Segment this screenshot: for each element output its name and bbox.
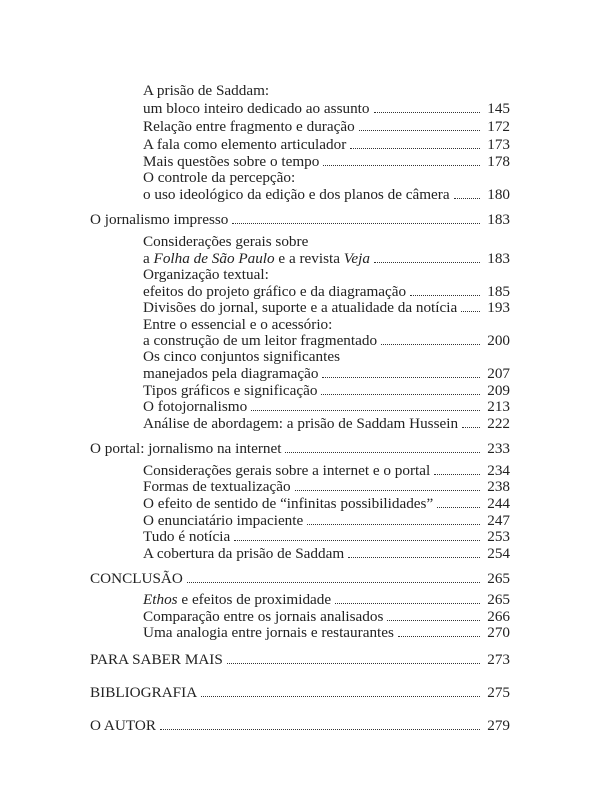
toc-chapter xyxy=(90,440,510,458)
toc-entry-title: Mais questões sobre o tempo xyxy=(143,153,320,170)
toc-entry-page: 200 xyxy=(487,332,510,349)
toc-entry-title: manejados pela diagramação xyxy=(143,365,319,382)
toc-chapter-title: PARA SABER MAIS xyxy=(90,651,223,668)
toc-entry-page: 238 xyxy=(487,478,510,495)
toc-entry xyxy=(143,591,510,609)
toc-entry-page: 279 xyxy=(487,717,510,734)
toc-entry-title: Considerações gerais sobre xyxy=(143,233,309,250)
toc-chapter-title: BIBLIOGRAFIA xyxy=(90,684,198,701)
toc-entry-title: O controle da percepção: xyxy=(143,169,296,186)
toc-entry-title: a construção de um leitor fragmentado xyxy=(143,332,378,349)
toc-entry xyxy=(143,186,510,204)
toc-entry-page: 207 xyxy=(487,365,510,382)
toc-entry-title: Considerações gerais sobre a internet e o portal xyxy=(143,462,431,479)
toc-entry-page: 222 xyxy=(487,415,510,432)
toc-entry-page: 183 xyxy=(487,211,510,228)
toc-entry-page: 193 xyxy=(487,299,510,316)
toc-entry-title: Relação entre fragmento e duração xyxy=(143,118,355,135)
toc-entry-title: Divisões do jornal, suporte e a atualidade da notícia xyxy=(143,299,458,316)
toc-entry-title: A fala como elemento articulador xyxy=(143,136,347,153)
toc-entry xyxy=(143,415,510,433)
toc-entry xyxy=(143,624,510,642)
toc-entry-title: Entre o essencial e o acessório: xyxy=(143,316,333,333)
toc-entry-page: 266 xyxy=(487,608,510,625)
dot-leader xyxy=(335,603,480,604)
toc-entry xyxy=(143,545,510,563)
toc-entry-page: 173 xyxy=(487,136,510,153)
toc-entry-title: Comparação entre os jornais analisados xyxy=(143,608,384,625)
dot-leader xyxy=(348,557,480,558)
toc-chapter xyxy=(90,717,510,735)
dot-leader xyxy=(374,262,480,263)
dot-leader xyxy=(187,582,480,583)
toc-entry xyxy=(143,100,510,118)
toc-entry xyxy=(143,136,510,154)
toc-chapter-title: O jornalismo impresso xyxy=(90,211,229,228)
toc-entry xyxy=(143,299,510,317)
toc-chapter-title: CONCLUSÃO xyxy=(90,570,183,587)
toc-entry-title: Tudo é notícia xyxy=(143,528,231,545)
toc-chapter xyxy=(90,570,510,588)
toc-chapter xyxy=(90,651,510,669)
toc-entry-page: 247 xyxy=(487,512,510,529)
toc-entry xyxy=(143,169,295,187)
toc-entry-title: Tipos gráficos e significação xyxy=(143,382,318,399)
toc-entry-page: 183 xyxy=(487,250,510,267)
toc-entry-title: A cobertura da prisão de Saddam xyxy=(143,545,345,562)
dot-leader xyxy=(461,311,480,312)
dot-leader xyxy=(410,295,480,296)
dot-leader xyxy=(462,427,480,428)
toc-entry-page: 270 xyxy=(487,624,510,641)
toc-chapter-title: O portal: jornalismo na internet xyxy=(90,440,282,457)
toc-entry-title: efeitos do projeto gráfico e da diagramação xyxy=(143,283,407,300)
toc-entry-title: Organização textual: xyxy=(143,266,269,283)
dot-leader xyxy=(307,524,480,525)
toc-entry-title: O efeito de sentido de “infinitas possibilidades” xyxy=(143,495,434,512)
toc-entry-title: O fotojornalismo xyxy=(143,398,248,415)
toc-entry-title: Formas de textualização xyxy=(143,478,291,495)
toc-entry-page: 213 xyxy=(487,398,510,415)
toc-chapter xyxy=(90,684,510,702)
dot-leader xyxy=(232,223,480,224)
toc-entry-page: 233 xyxy=(487,440,510,457)
toc-entry xyxy=(143,348,340,366)
dot-leader xyxy=(374,112,481,113)
toc-entry-title: um bloco inteiro dedicado ao assunto xyxy=(143,100,370,117)
toc-entry xyxy=(143,495,510,513)
toc-entry-page: 265 xyxy=(487,570,510,587)
toc-entry-page: 180 xyxy=(487,186,510,203)
dot-leader xyxy=(322,377,480,378)
dot-leader xyxy=(227,663,480,664)
toc-entry-page: 253 xyxy=(487,528,510,545)
toc-entry xyxy=(143,233,308,251)
dot-leader xyxy=(437,507,480,508)
toc-entry-page: 273 xyxy=(487,651,510,668)
toc-entry-title: Uma analogia entre jornais e restaurantes xyxy=(143,624,394,641)
toc-entry-page: 178 xyxy=(487,153,510,170)
toc-chapter-title: O AUTOR xyxy=(90,717,156,734)
dot-leader xyxy=(350,148,480,149)
toc-entry-page: 145 xyxy=(487,100,510,117)
toc-entry xyxy=(143,365,510,383)
dot-leader xyxy=(454,198,480,199)
toc-entry-page: 265 xyxy=(487,591,510,608)
toc-entry-title: Os cinco conjuntos significantes xyxy=(143,348,340,365)
toc-entry-page: 185 xyxy=(487,283,510,300)
toc-entry-page: 254 xyxy=(487,545,510,562)
toc-entry xyxy=(143,118,510,136)
toc-chapter xyxy=(90,211,510,229)
toc-entry xyxy=(143,478,510,496)
toc-entry-page: 244 xyxy=(487,495,510,512)
dot-leader xyxy=(295,490,480,491)
dot-leader xyxy=(359,130,480,131)
dot-leader xyxy=(321,394,480,395)
toc-entry xyxy=(143,398,510,416)
toc-entry-title: Análise de abordagem: a prisão de Saddam Hussein xyxy=(143,415,459,432)
dot-leader xyxy=(160,729,480,730)
toc-entry-title: A prisão de Saddam: xyxy=(143,82,270,99)
toc-entry-title: o uso ideológico da edição e dos planos de câmera xyxy=(143,186,450,203)
toc-entry-page: 172 xyxy=(487,118,510,135)
dot-leader xyxy=(323,165,480,166)
dot-leader xyxy=(251,410,480,411)
dot-leader xyxy=(398,636,480,637)
toc-entry xyxy=(143,528,510,546)
toc-entry-title: Ethos e efeitos de proximidade xyxy=(143,591,332,608)
toc-entry xyxy=(143,82,269,100)
toc-entry xyxy=(143,266,269,284)
dot-leader xyxy=(285,452,480,453)
dot-leader xyxy=(434,474,480,475)
dot-leader xyxy=(381,344,480,345)
toc-entry-page: 209 xyxy=(487,382,510,399)
dot-leader xyxy=(234,540,480,541)
toc-entry-title: a Folha de São Paulo e a revista Veja xyxy=(143,250,370,267)
toc-entry-title: O enunciatário impaciente xyxy=(143,512,304,529)
dot-leader xyxy=(201,696,480,697)
dot-leader xyxy=(387,620,480,621)
toc-entry-page: 234 xyxy=(487,462,510,479)
toc-entry-page: 275 xyxy=(487,684,510,701)
